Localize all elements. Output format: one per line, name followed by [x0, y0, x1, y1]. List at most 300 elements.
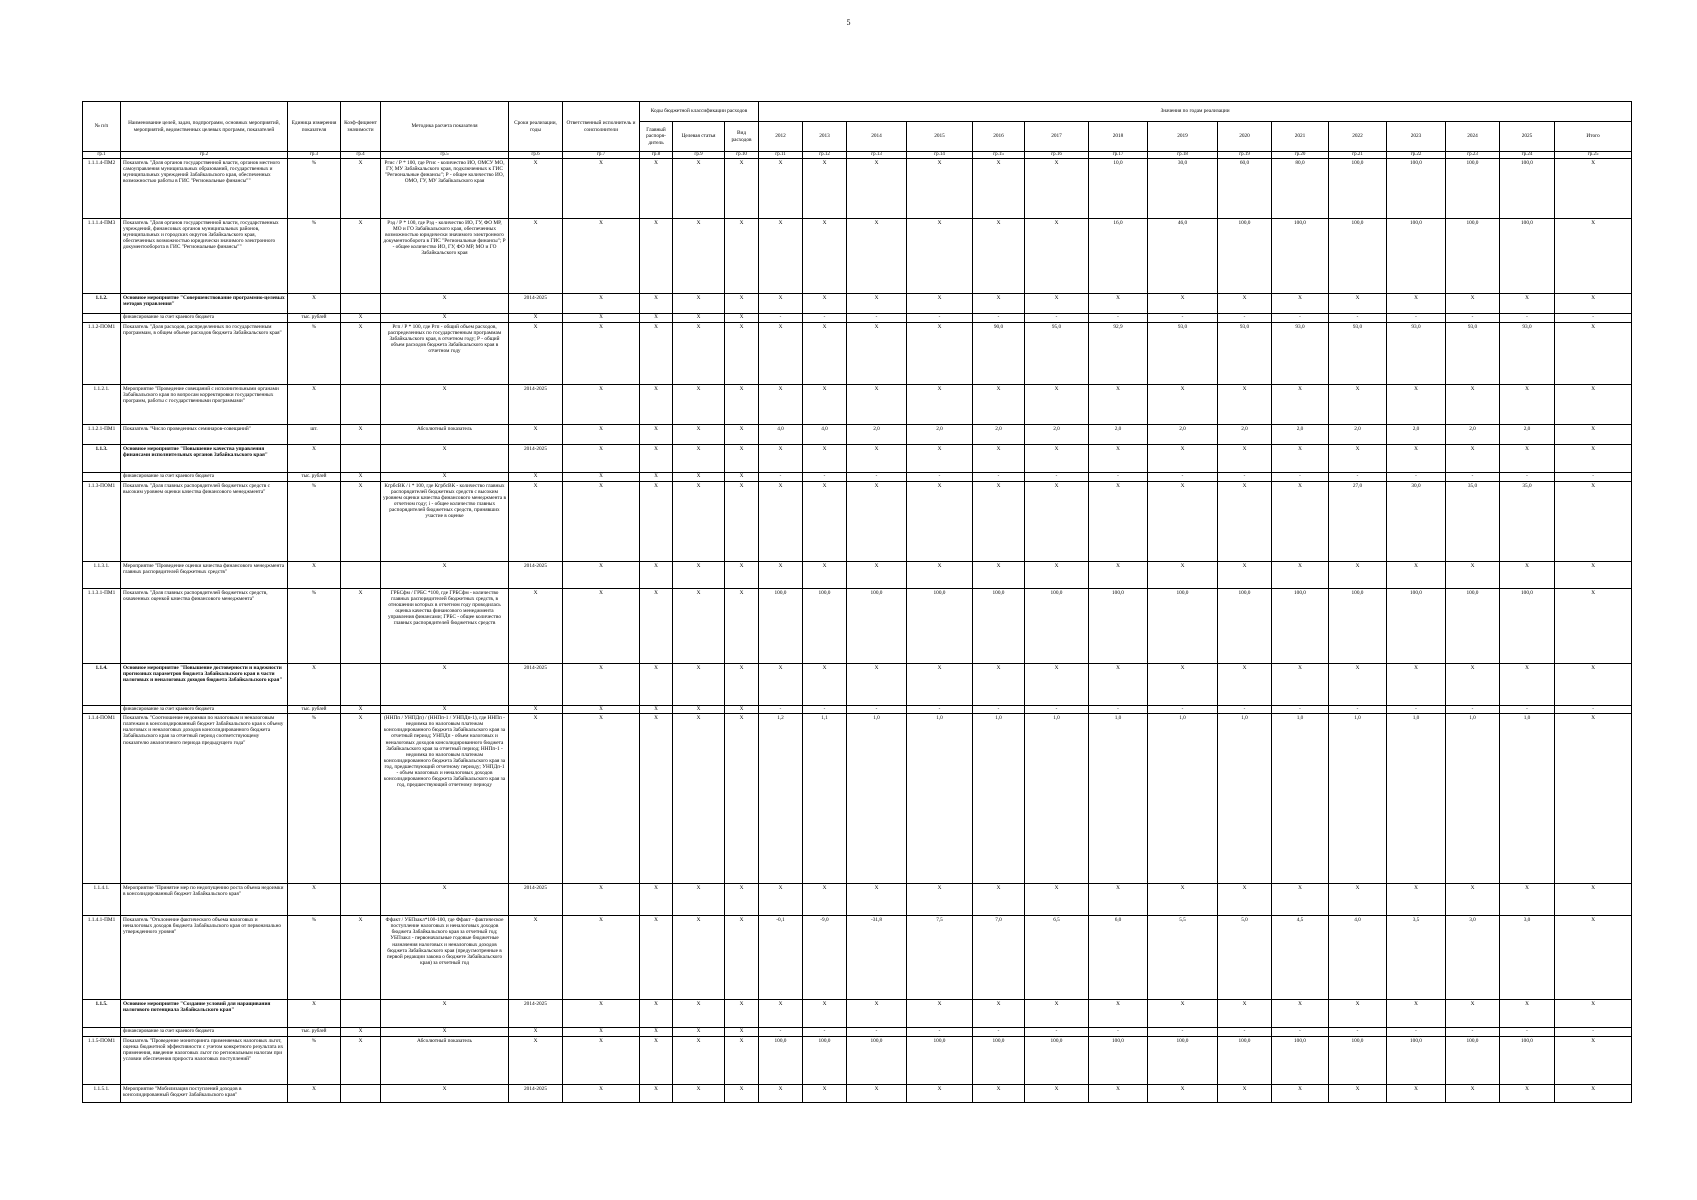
cell-year-value: -	[803, 1028, 847, 1037]
cell-terms: 2014-2025	[509, 561, 563, 588]
cell-responsible: X	[563, 916, 640, 1000]
cell-terms: 2014-2025	[509, 444, 563, 472]
cell-year-value: 92,9	[1089, 322, 1148, 384]
cell-year-value: 1,0	[1387, 714, 1446, 884]
cell-year-value: X	[759, 1085, 803, 1103]
table-row	[83, 663, 1632, 705]
cell-year-value: 1,0	[1218, 714, 1272, 884]
cell-year-value: 2,0	[907, 424, 973, 444]
cell-year-value: X	[1148, 481, 1218, 561]
cell-method: (ННПп / УНПДп) / (ННПп-1 / УНПДп-1), где ННПп - недоимка по налоговым платежам консолидированного бюджета Забайкальского края за отчетный период; УНПДп - объем налоговых и неналоговых доходов консолидированного бюджета Забайкальского края за отчетный период; ННПп-1 - недоимка по налоговым платежам консолидированного бюджета Забайкальского края за год, предшествующий отчетному периоду; УНПДп-1 - объем налоговых и неналоговых доходов консолидированного бюджета Забайкальского края за год, предшествующий отчетному периоду	[381, 714, 509, 884]
cell-year-value: 100,0	[1387, 588, 1446, 663]
cell-year-value: -	[1218, 1028, 1272, 1037]
column-number: гр.7	[563, 152, 640, 159]
cell-year-value: X	[1272, 561, 1329, 588]
cell-year-value: X	[907, 219, 973, 294]
cell-budget-article: X	[673, 1028, 725, 1037]
financing-row	[83, 472, 1632, 481]
cell-year-value: X	[1089, 884, 1148, 916]
column-number: гр.25	[1555, 152, 1632, 159]
cell-name: Показатель "Число проведенных семинаров-совещаний"	[121, 424, 288, 444]
cell-code: 1.1.3.1.	[83, 561, 121, 588]
column-number: гр.21	[1329, 152, 1387, 159]
cell-responsible: X	[563, 472, 640, 481]
cell-year-value: -	[1500, 705, 1555, 714]
cell-method: Ргис / Р * 100, где Ргис - количество ИО, ОМСУ МО, ГУ, МУ Забайкальского края, подключенных к ГИС "Региональные финансы"; Р - общее количество ИО, ОМО, ГУ, МУ Забайкальского края	[381, 159, 509, 219]
header-year: 2021	[1272, 122, 1329, 152]
column-numbers-row	[83, 152, 1632, 159]
cell-year-value: -	[1387, 705, 1446, 714]
cell-year-value: 100,0	[1446, 219, 1500, 294]
cell-name: Показатель "Доля органов государственной власти, органов местного самоуправления муниципальных образований, государственных и муниципальных учреждений Забайкальского края, обеспеченных возможностью работы в ГИС "Региональные финансы""	[121, 159, 288, 219]
cell-budget-article: X	[673, 916, 725, 1000]
column-number: гр.15	[973, 152, 1025, 159]
cell-year-value: 1,0	[1089, 714, 1148, 884]
cell-year-value: X	[907, 384, 973, 424]
cell-year-value: X	[1500, 884, 1555, 916]
cell-year-value: 4,0	[1329, 916, 1387, 1000]
cell-year-value: 93,0	[1218, 322, 1272, 384]
cell-year-value: 100,0	[1446, 588, 1500, 663]
cell-year-value: 1,0	[1329, 714, 1387, 884]
cell-budget-expense-type: X	[725, 424, 759, 444]
cell-year-value: X	[803, 884, 847, 916]
cell-year-value: -	[1089, 314, 1148, 323]
cell-budget-article: X	[673, 714, 725, 884]
header-budget-article: Целевая статья	[673, 122, 725, 152]
cell-year-value: X	[907, 884, 973, 916]
cell-coef: X	[341, 481, 381, 561]
table-row	[83, 1037, 1632, 1085]
cell-year-value: -	[1025, 314, 1089, 323]
cell-year-value: 35,0	[1446, 481, 1500, 561]
cell-coef: X	[341, 424, 381, 444]
cell-year-value: -0,1	[759, 916, 803, 1000]
cell-year-value: -	[907, 472, 973, 481]
cell-year-value: X	[1387, 1085, 1446, 1103]
cell-year-value: X	[1500, 1085, 1555, 1103]
cell-year-value: X	[1555, 884, 1632, 916]
cell-year-value: X	[1218, 1000, 1272, 1028]
cell-year-value: -	[1446, 705, 1500, 714]
cell-year-value: -	[973, 1028, 1025, 1037]
cell-year-value: -	[759, 472, 803, 481]
cell-year-value: 1,0	[907, 714, 973, 884]
header-values-group: Значения по годам реализации	[759, 102, 1632, 122]
cell-code: 1.1.4.1-ПМ1	[83, 916, 121, 1000]
cell-year-value: -	[803, 472, 847, 481]
cell-code: 1.1.3.	[83, 444, 121, 472]
cell-year-value: X	[847, 159, 907, 219]
header-year: 2022	[1329, 122, 1387, 152]
column-number: гр.4	[341, 152, 381, 159]
cell-year-value: -	[1446, 314, 1500, 323]
cell-budget-manager: X	[640, 1000, 673, 1028]
table-row	[83, 588, 1632, 663]
cell-year-value: 100,0	[1218, 588, 1272, 663]
cell-terms: 2014-2025	[509, 384, 563, 424]
cell-year-value: -	[973, 472, 1025, 481]
cell-year-value: 1,0	[1500, 714, 1555, 884]
cell-budget-article: X	[673, 159, 725, 219]
cell-year-value: 100,0	[847, 588, 907, 663]
cell-year-value: X	[907, 663, 973, 705]
cell-year-value: -	[907, 1028, 973, 1037]
financing-row	[83, 314, 1632, 323]
column-number: гр.9	[673, 152, 725, 159]
cell-year-value: -	[1387, 472, 1446, 481]
cell-budget-expense-type: X	[725, 1085, 759, 1103]
cell-year-value: -	[1329, 314, 1387, 323]
cell-year-value: X	[803, 444, 847, 472]
cell-coef: X	[341, 322, 381, 384]
cell-year-value: X	[1446, 384, 1500, 424]
column-number: гр.6	[509, 152, 563, 159]
cell-year-value: X	[847, 384, 907, 424]
cell-year-value: X	[847, 663, 907, 705]
cell-year-value: X	[1329, 1000, 1387, 1028]
table-header	[83, 102, 1632, 159]
cell-coef	[341, 444, 381, 472]
cell-year-value: X	[1555, 219, 1632, 294]
cell-year-value: -	[1148, 1028, 1218, 1037]
cell-unit: тыс. рублей	[288, 472, 341, 481]
cell-year-value: 100,0	[1148, 1037, 1218, 1085]
cell-year-value: X	[847, 481, 907, 561]
table-row	[83, 561, 1632, 588]
cell-year-value: X	[1555, 444, 1632, 472]
cell-budget-expense-type: X	[725, 588, 759, 663]
cell-method: X	[381, 884, 509, 916]
cell-year-value: 100,0	[759, 588, 803, 663]
cell-unit: тыс. рублей	[288, 314, 341, 323]
cell-terms: 2014-2025	[509, 663, 563, 705]
table-row	[83, 322, 1632, 384]
cell-year-value: -	[1387, 1028, 1446, 1037]
cell-code: 1.1.2.	[83, 294, 121, 314]
cell-budget-article: X	[673, 561, 725, 588]
header-year: 2016	[973, 122, 1025, 152]
cell-budget-article: X	[673, 294, 725, 314]
cell-unit: X	[288, 1085, 341, 1103]
cell-budget-manager: X	[640, 294, 673, 314]
cell-year-value: 10,0	[1089, 159, 1148, 219]
cell-year-value: 100,0	[1089, 588, 1148, 663]
cell-budget-expense-type: X	[725, 219, 759, 294]
cell-year-value: X	[907, 1085, 973, 1103]
cell-responsible: X	[563, 1028, 640, 1037]
cell-budget-manager: X	[640, 663, 673, 705]
cell-unit: X	[288, 561, 341, 588]
cell-budget-article: X	[673, 1000, 725, 1028]
cell-coef: X	[341, 916, 381, 1000]
column-number: гр.22	[1387, 152, 1446, 159]
cell-budget-expense-type: X	[725, 472, 759, 481]
cell-year-value: 100,0	[1148, 588, 1218, 663]
cell-year-value: -	[803, 314, 847, 323]
cell-method: X	[381, 1028, 509, 1037]
table-row	[83, 884, 1632, 916]
program-indicators-table	[82, 101, 1632, 1103]
cell-code	[83, 472, 121, 481]
cell-year-value: X	[759, 219, 803, 294]
cell-method: Абсолютный показатель	[381, 1037, 509, 1085]
cell-year-value: 100,0	[1329, 1037, 1387, 1085]
cell-year-value: 93,0	[1500, 322, 1555, 384]
cell-year-value: 90,0	[973, 322, 1025, 384]
cell-budget-manager: X	[640, 1028, 673, 1037]
cell-year-value: 100,0	[1329, 588, 1387, 663]
header-responsible: Ответственный исполнитель и соисполнители	[563, 102, 640, 152]
cell-budget-manager: X	[640, 884, 673, 916]
cell-name: Показатель "Соотношение недоимки по налоговым и неналоговым платежам в консолидированный бюджет Забайкальского края к объему налоговых и неналоговых доходов консолидированного бюджета Забайкальского края за отчетный период соответствующему показателю аналогичного периода предыдущего года"	[121, 714, 288, 884]
cell-year-value: 100,0	[1025, 588, 1089, 663]
cell-year-value: -	[1025, 1028, 1089, 1037]
cell-year-value: X	[1329, 1085, 1387, 1103]
cell-terms: X	[509, 481, 563, 561]
cell-year-value: X	[973, 884, 1025, 916]
cell-year-value: X	[1555, 1037, 1632, 1085]
cell-name: финансирование за счет краевого бюджета	[121, 314, 288, 323]
table-body	[83, 159, 1632, 1103]
cell-terms: X	[509, 705, 563, 714]
cell-year-value: X	[1387, 561, 1446, 588]
cell-code: 1.1.5.	[83, 1000, 121, 1028]
cell-code: 1.1.1.4-ПМ3	[83, 219, 121, 294]
cell-year-value: 100,0	[1387, 219, 1446, 294]
cell-year-value: 4,0	[759, 424, 803, 444]
column-number: гр.20	[1272, 152, 1329, 159]
cell-year-value: X	[759, 159, 803, 219]
cell-terms: X	[509, 159, 563, 219]
cell-year-value: X	[1555, 322, 1632, 384]
cell-year-value: X	[847, 884, 907, 916]
cell-method: X	[381, 384, 509, 424]
cell-budget-expense-type: X	[725, 159, 759, 219]
cell-year-value: X	[759, 444, 803, 472]
cell-method: Абсолютный показатель	[381, 424, 509, 444]
cell-budget-article: X	[673, 472, 725, 481]
cell-responsible: X	[563, 384, 640, 424]
cell-year-value: 5,5	[1148, 916, 1218, 1000]
cell-year-value: 1,0	[1272, 714, 1329, 884]
cell-name: Основное мероприятие "Повышение достоверности и надежности прогнозных параметров бюджета Забайкальского края в части налоговых и неналоговых доходов бюджета Забайкальского края"	[121, 663, 288, 705]
cell-year-value: X	[1025, 1000, 1089, 1028]
cell-year-value: 100,0	[1272, 1037, 1329, 1085]
cell-budget-article: X	[673, 384, 725, 424]
cell-year-value: X	[1148, 884, 1218, 916]
cell-method: КгрбсВК / i * 100, где КгрбсВК - количество главных распорядителей бюджетных средств с высоким уровнем оценки качества финансового менеджмента в отчетном году; i - общее количество главных распорядителей бюджетных средств, принявших участие в оценке	[381, 481, 509, 561]
cell-year-value: 100,0	[1446, 1037, 1500, 1085]
cell-year-value: X	[803, 663, 847, 705]
cell-year-value: -	[1272, 705, 1329, 714]
cell-year-value: X	[1089, 1000, 1148, 1028]
cell-budget-article: X	[673, 1085, 725, 1103]
cell-year-value: X	[907, 1000, 973, 1028]
cell-year-value: X	[1387, 663, 1446, 705]
cell-year-value: 100,0	[907, 1037, 973, 1085]
cell-code: 1.1.5-ПОМ1	[83, 1037, 121, 1085]
cell-budget-manager: X	[640, 1037, 673, 1085]
cell-name: финансирование за счет краевого бюджета	[121, 705, 288, 714]
cell-year-value: 100,0	[973, 1037, 1025, 1085]
cell-year-value: X	[973, 481, 1025, 561]
cell-year-value: 6,5	[1025, 916, 1089, 1000]
cell-method: X	[381, 294, 509, 314]
cell-year-value: 2,0	[1025, 424, 1089, 444]
cell-year-value: X	[1089, 384, 1148, 424]
cell-budget-manager: X	[640, 219, 673, 294]
cell-year-value: 1,0	[847, 714, 907, 884]
cell-year-value: X	[907, 322, 973, 384]
cell-year-value: X	[1500, 384, 1555, 424]
cell-unit: шт.	[288, 424, 341, 444]
cell-year-value: X	[1387, 444, 1446, 472]
cell-year-value: X	[1500, 663, 1555, 705]
cell-year-value: X	[847, 1000, 907, 1028]
cell-name: Мероприятие "Проведение совещаний с исполнительными органами Забайкальского края по вопросам корректировки государственных программ, работы с государственными программами"	[121, 384, 288, 424]
cell-budget-expense-type: X	[725, 663, 759, 705]
cell-responsible: X	[563, 294, 640, 314]
cell-year-value: X	[759, 1000, 803, 1028]
cell-unit: X	[288, 1000, 341, 1028]
cell-name: Мероприятие "Проведение оценки качества финансового менеджмента главных распорядителей бюджетных средств"	[121, 561, 288, 588]
header-method: Методика расчета показателя	[381, 102, 509, 152]
cell-method: X	[381, 561, 509, 588]
cell-year-value: X	[759, 884, 803, 916]
cell-year-value: -	[973, 314, 1025, 323]
cell-year-value: -	[1446, 472, 1500, 481]
cell-year-value: 100,0	[1272, 219, 1329, 294]
cell-year-value: X	[847, 294, 907, 314]
table-row	[83, 384, 1632, 424]
cell-year-value: X	[1272, 1000, 1329, 1028]
cell-year-value: X	[1148, 294, 1218, 314]
cell-method: X	[381, 472, 509, 481]
column-number: гр.8	[640, 152, 673, 159]
cell-year-value: 1,2	[759, 714, 803, 884]
cell-year-value: X	[1555, 1000, 1632, 1028]
cell-year-value: -	[1148, 472, 1218, 481]
cell-year-value: 4,5	[1272, 916, 1329, 1000]
cell-terms: X	[509, 424, 563, 444]
cell-name: Показатель "Доля главных распорядителей бюджетных средств, охваченных оценкой качества финансового менеджмента"	[121, 588, 288, 663]
cell-responsible: X	[563, 663, 640, 705]
cell-unit: %	[288, 322, 341, 384]
cell-year-value: 60,0	[1218, 159, 1272, 219]
cell-responsible: X	[563, 1037, 640, 1085]
cell-year-value: X	[1555, 561, 1632, 588]
cell-name: Показатель "Доля расходов, распределенных по государственным программам, в общем объеме расходов бюджета Забайкальского края"	[121, 322, 288, 384]
cell-year-value: X	[1555, 159, 1632, 219]
cell-year-value: X	[907, 294, 973, 314]
cell-year-value: -	[803, 705, 847, 714]
cell-method: X	[381, 663, 509, 705]
header-terms: Сроки реализации, годы	[509, 102, 563, 152]
cell-unit: %	[288, 219, 341, 294]
cell-year-value: X	[1089, 481, 1148, 561]
cell-year-value: -	[1555, 1028, 1632, 1037]
cell-unit: X	[288, 663, 341, 705]
cell-budget-expense-type: X	[725, 314, 759, 323]
cell-year-value: X	[1272, 1085, 1329, 1103]
cell-responsible: X	[563, 159, 640, 219]
cell-method: Ргп / Р * 100, где Ргп - общий объем расходов, распределенных по государственным программам Забайкальского края, в отчетном году; Р - общий объем расходов бюджета Забайкальского края в отчетном году	[381, 322, 509, 384]
table-row	[83, 916, 1632, 1000]
cell-year-value: X	[847, 1085, 907, 1103]
cell-budget-expense-type: X	[725, 1000, 759, 1028]
cell-terms: X	[509, 472, 563, 481]
cell-coef: X	[341, 705, 381, 714]
cell-year-value: 100,0	[803, 1037, 847, 1085]
cell-method: ГРБСфм / ГРБС *100, где ГРБСфм - количество главных распорядителей бюджетных средств, в отношении которых в отчетном году проводилась оценка качества финансового менеджмента управления финансами; ГРБС - общее количество главных распорядителей бюджетных средств	[381, 588, 509, 663]
cell-year-value: X	[1218, 663, 1272, 705]
column-number: гр.18	[1148, 152, 1218, 159]
cell-coef: X	[341, 1028, 381, 1037]
cell-budget-expense-type: X	[725, 705, 759, 714]
cell-year-value: -	[1555, 472, 1632, 481]
cell-budget-article: X	[673, 705, 725, 714]
cell-year-value: X	[759, 663, 803, 705]
cell-coef	[341, 663, 381, 705]
cell-unit: X	[288, 294, 341, 314]
cell-method: X	[381, 314, 509, 323]
cell-coef	[341, 294, 381, 314]
cell-year-value: 2,0	[1218, 424, 1272, 444]
column-number: гр.23	[1446, 152, 1500, 159]
cell-year-value: X	[803, 481, 847, 561]
cell-year-value: X	[973, 1085, 1025, 1103]
cell-year-value: -	[847, 1028, 907, 1037]
cell-year-value: 5,0	[1218, 916, 1272, 1000]
cell-responsible: X	[563, 714, 640, 884]
cell-year-value: 35,0	[1500, 481, 1555, 561]
cell-terms: X	[509, 1028, 563, 1037]
cell-year-value: -	[1555, 314, 1632, 323]
cell-year-value: X	[1218, 884, 1272, 916]
cell-method: Рэд / Р * 100, где Рэд - количество ИО, ГУ, ФО МР, МО и ГО Забайкальского края, обеспеченных возможностью юридически значимого электронного документооборота в ГИС "Региональные финансы"; Р - общее количество ИО, ГУ, ФО МР, МО и ГО Забайкальского края	[381, 219, 509, 294]
cell-year-value: X	[973, 219, 1025, 294]
cell-name: Основное мероприятие "Создание условий для наращивания налогового потенциала Забайкальского края"	[121, 1000, 288, 1028]
cell-year-value: X	[1446, 294, 1500, 314]
cell-year-value: -	[1272, 314, 1329, 323]
cell-year-value: 100,0	[1387, 1037, 1446, 1085]
cell-budget-article: X	[673, 314, 725, 323]
cell-year-value: X	[759, 384, 803, 424]
cell-terms: 2014-2025	[509, 1085, 563, 1103]
table-row	[83, 1085, 1632, 1103]
cell-year-value: X	[973, 384, 1025, 424]
cell-year-value: X	[1500, 1000, 1555, 1028]
cell-year-value: X	[1555, 1085, 1632, 1103]
cell-budget-expense-type: X	[725, 714, 759, 884]
cell-method: Ффакт / УБПзакл*100-100, где Ффакт - фактическое поступление налоговых и неналоговых доходов бюджета Забайкальского края за отчетный год; УБПзакл - первоначальные годовые бюджетные назначения налоговых и неналоговых доходов бюджета Забайкальского края (предусмотренные в первой редакции закона о бюджете Забайкальского края) за отчетный год	[381, 916, 509, 1000]
cell-year-value: -	[1446, 1028, 1500, 1037]
cell-unit: X	[288, 384, 341, 424]
header-year: 2023	[1387, 122, 1446, 152]
cell-name: финансирование за счет краевого бюджета	[121, 472, 288, 481]
cell-name: Показатель "Доля главных распорядителей бюджетных средств с высоким уровнем оценки качества финансового менеджмента"	[121, 481, 288, 561]
cell-year-value: -	[1500, 1028, 1555, 1037]
cell-year-value: -	[1387, 314, 1446, 323]
cell-year-value: 3,0	[1446, 916, 1500, 1000]
cell-coef	[341, 384, 381, 424]
column-number: гр.5	[381, 152, 509, 159]
cell-year-value: 93,0	[1329, 322, 1387, 384]
cell-year-value: 100,0	[1218, 1037, 1272, 1085]
cell-year-value: X	[1500, 444, 1555, 472]
cell-unit: X	[288, 444, 341, 472]
